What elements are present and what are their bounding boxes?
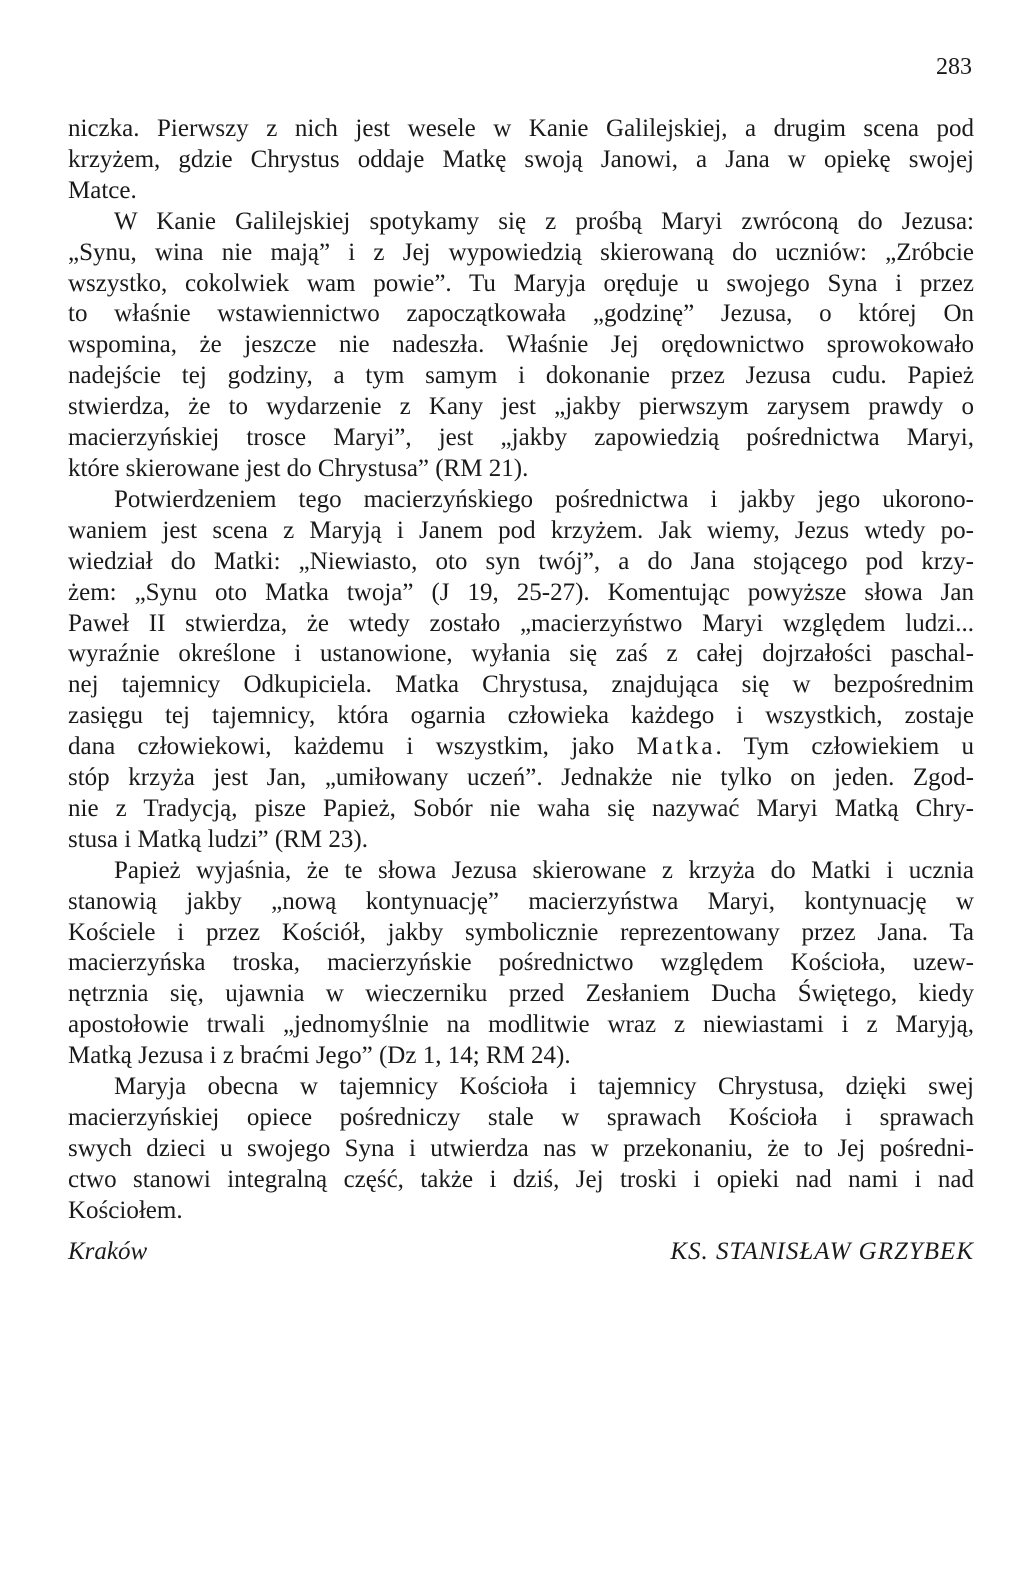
paragraph (68, 856, 974, 1072)
text-line: niczka. Pierwszy z nich jest wesele w Kanie Galilejskiej, a drugim scena pod (68, 115, 974, 142)
text-line: nętrznia się, ujawnia w wieczerniku przed Zesłaniem Ducha Świętego, kiedy (68, 980, 974, 1008)
text-line: Matką Jezusa i z braćmi Jego” (Dz 1, 14; RM 24). (68, 1042, 571, 1070)
text-line: apostołowie trwali „jednomyślnie na modlitwie wraz z niewiastami i z Maryją, (68, 1011, 974, 1039)
emphasized-word: Matka (636, 733, 716, 761)
text-line: żem: „Synu oto Matka twoja” (J 19, 25-27). Komentując powyższe słowa Jan (68, 578, 974, 606)
text-line: Maryja obecna w tajemnicy Kościoła i tajemnicy Chrystusa, dzięki swej (114, 1073, 974, 1101)
page-number: 283 (936, 54, 972, 80)
paragraph (68, 207, 974, 485)
text-line: waniem jest scena z Maryją i Janem pod krzyżem. Jak wiemy, Jezus wtedy po- (68, 516, 974, 544)
text-line: Potwierdzeniem tego macierzyńskiego pośrednictwa i jakby jego ukorono- (114, 485, 974, 513)
text-line: ctwo stanowi integralną część, także i dziś, Jej troski i opieki nad nami i nad (68, 1165, 974, 1193)
paragraph (68, 114, 974, 207)
text-line: macierzyńska troska, macierzyńskie pośrednictwo względem Kościoła, uzew- (68, 949, 974, 977)
text-line: dana człowiekowi, każdemu i wszystkim, jako Matka. Tym człowiekiem u (68, 733, 974, 761)
text-line: Matce. (68, 176, 137, 204)
text-line: wyraźnie określone i ustanowione, wyłania się zaś z całej dojrzałości paschal- (68, 640, 974, 668)
paragraph (68, 485, 974, 856)
text-line: stanowią jakby „nową kontynuację” macierzyństwa Maryi, kontynuację w (68, 887, 974, 915)
text-line: zasięgu tej tajemnicy, która ogarnia człowieka każdego i wszystkich, zostaje (68, 702, 974, 730)
text-line: Papież wyjaśnia, że te słowa Jezusa skierowane z krzyża do Matki i ucznia (114, 856, 974, 884)
text-line: wspomina, że jeszcze nie nadeszła. Właśnie Jej orędownictwo sprowokowało (68, 331, 974, 359)
text-line: „Synu, wina nie mają” i z Jej wypowiedzią skierowaną do uczniów: „Zróbcie (68, 238, 974, 266)
text-line: W Kanie Galilejskiej spotykamy się z prośbą Maryi zwróconą do Jezusa: (114, 207, 974, 235)
text-line: które skierowane jest do Chrystusa” (RM 21). (68, 454, 529, 482)
text-line: to właśnie wstawiennictwo zapoczątkowała „godzinę” Jezusa, o której On (68, 300, 974, 328)
text-line: Kościołem. (68, 1196, 183, 1224)
signature-author: KS. STANISŁAW GRZYBEK (670, 1238, 974, 1265)
text-line: stwierdza, że to wydarzenie z Kany jest „jakby pierwszym zarysem prawdy o (68, 393, 974, 421)
text-line: Paweł II stwierdza, że wtedy zostało „macierzyństwo Maryi względem ludzi... (68, 609, 974, 637)
article-body (68, 114, 974, 1227)
signature-place: Kraków (68, 1238, 148, 1265)
text-line: Kościele i przez Kościół, jakby symbolicznie reprezentowany przez Jana. Ta (68, 918, 974, 946)
paragraph (68, 1072, 974, 1227)
text-line: stusa i Matką ludzi” (RM 23). (68, 825, 368, 853)
text-line: macierzyńskiej opiece pośredniczy stale w sprawach Kościoła i sprawach (68, 1104, 974, 1131)
text-line: nie z Tradycją, pisze Papież, Sobór nie waha się nazywać Maryi Matką Chry- (68, 794, 974, 822)
text-line: krzyżem, gdzie Chrystus oddaje Matkę swoją Janowi, a Jana w opiekę swojej (68, 145, 974, 173)
text-line: wiedział do Matki: „Niewiasto, oto syn twój”, a do Jana stojącego pod krzy- (68, 547, 974, 575)
text-line: stóp krzyża jest Jan, „umiłowany uczeń”. Jednakże nie tylko on jeden. Zgod- (68, 764, 974, 792)
text-line: swych dzieci u swojego Syna i utwierdza nas w przekonaniu, że to Jej pośredni- (68, 1134, 974, 1162)
text-line: nej tajemnicy Odkupiciela. Matka Chrystusa, znajdująca się w bezpośrednim (68, 671, 974, 699)
text-line: macierzyńskiej trosce Maryi”, jest „jakby zapowiedzią pośrednictwa Maryi, (68, 424, 974, 452)
text-line: nadejście tej godziny, a tym samym i dokonanie przez Jezusa cudu. Papież (68, 362, 974, 390)
text-line: wszystko, cokolwiek wam powie”. Tu Maryja oręduje u swojego Syna i przez (68, 269, 974, 297)
